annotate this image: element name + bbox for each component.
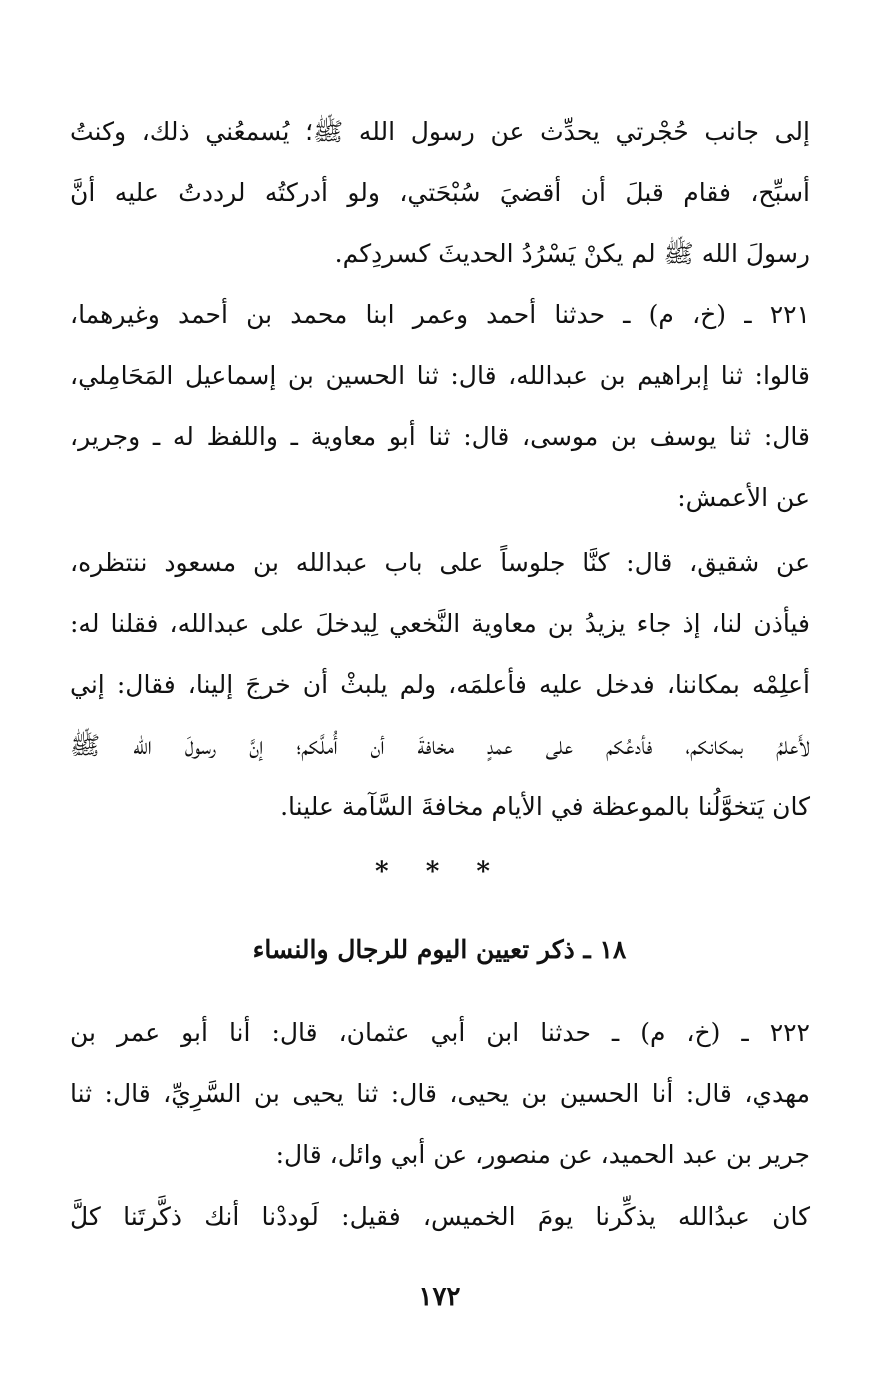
text-line: فيأذن لنا، إذ جاء يزيدُ بن معاوية النَّخعي لِيدخلَ على عبدالله، فقلنا له: [70,609,810,638]
text-line: عن شقيق، قال: كنَّا جلوساً على باب عبدالله بن مسعود ننتظره، [70,548,810,577]
text-line: لأَعلمُ بمكانكم، فأدعُكم على عمدٍ مخافةَ أن أُملَّكم؛ إنَّ رسولَ الله ﷺ [70,731,810,760]
hadith-number-line: ٢٢١ ـ (خ، م) ـ حدثنا أحمد وعمر ابنا محمد بن أحمد وغيرهما، [70,300,810,329]
page-number: ١٧٢ [418,1282,461,1312]
text-line: أعلِمْه بمكاننا، فدخل عليه فأعلمَه، ولم يلبثْ أن خرجَ إلينا، فقال: إني [70,670,810,699]
text-line: كان عبدُالله يذكِّرنا يومَ الخميس، فقيل: لَوددْنا أنك ذكَّرتَنا كلَّ [70,1202,810,1231]
hadith-number-line: ٢٢٢ ـ (خ، م) ـ حدثنا ابن أبي عثمان، قال: أنا أبو عمر بن [70,1018,810,1047]
text-line: قال: ثنا يوسف بن موسى، قال: ثنا أبو معاوية ـ واللفظ له ـ وجرير، [70,422,811,451]
text-line: عن الأعمش: [677,483,810,512]
text-line: أسبِّح، فقام قبلَ أن أقضيَ سُبْحَتي، ولو أدركتُه لرددتُ عليه أنَّ [70,178,810,207]
text-line: مهدي، قال: أنا الحسين بن يحيى، قال: ثنا يحيى بن السَّرِيِّ، قال: ثنا [70,1079,810,1108]
text-line: إلى جانب حُجْرتي يحدِّث عن رسول الله ﷺ؛ يُسمعُني ذلك، وكنتُ [70,117,810,146]
text-line: رسولَ الله ﷺ لم يكنْ يَسْرُدُ الحديثَ كسردِكم. [334,239,810,268]
section-heading: ١٨ ـ ذكر تعيين اليوم للرجال والنساء [252,935,627,964]
text-line: كان يَتخوَّلُنا بالموعظة في الأيام مخافةَ السَّآمة علينا. [280,792,810,821]
section-separator: * * * [375,857,504,887]
text-line: جرير بن عبد الحميد، عن منصور، عن أبي وائل، قال: [275,1140,810,1169]
text-line: قالوا: ثنا إبراهيم بن عبدالله، قال: ثنا الحسين بن إسماعيل المَحَامِلي، [70,361,810,390]
